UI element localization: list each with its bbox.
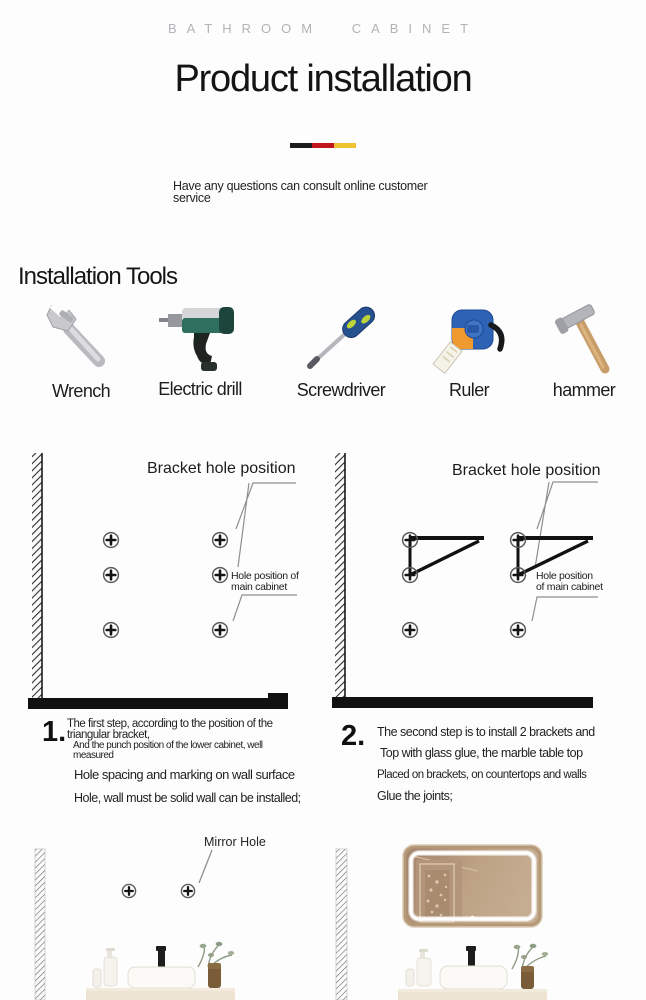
tool-label-hammer: hammer (552, 380, 616, 400)
tool-label-wrench: Wrench (51, 381, 111, 401)
step1-line1: The first step, according to the position of the (67, 718, 273, 730)
bracket-hole-label-right: Bracket hole position (452, 462, 601, 479)
diagram-mirror-mounted (336, 845, 548, 1000)
leader-lines (532, 597, 598, 621)
step2-text (377, 725, 627, 803)
hole-position-label-right-2: of main cabinet (536, 581, 603, 593)
leader-lines (535, 482, 598, 568)
step1-line6: Hole, wall must be solid wall can be installed; (74, 791, 301, 805)
tool-label-electric-drill: Electric drill (158, 379, 242, 399)
bracket-hole-label-left: Bracket hole position (147, 460, 296, 477)
step1-number: 1. (42, 716, 67, 748)
step2-line3: Placed on brackets, on countertops and walls (377, 769, 587, 781)
diagram-bracket-install (332, 453, 603, 708)
step1-line5: Hole spacing and marking on wall surface (74, 767, 295, 782)
tool-label-screwdriver: Screwdriver (296, 380, 386, 400)
electric-drill-icon (156, 298, 246, 378)
triangle-bracket (410, 538, 484, 575)
hole-position-diagrams (0, 440, 646, 720)
vanity-illustration-right (398, 944, 548, 1000)
ruler-icon (425, 298, 515, 378)
tools-heading: Installation Tools (18, 263, 177, 290)
tricolor-divider (290, 143, 356, 148)
mirror-touch-button (470, 916, 474, 920)
leader-lines (236, 483, 296, 567)
leader-lines (233, 595, 297, 621)
hole-position-label-left-2: main cabinet (231, 581, 287, 593)
hole-position-label-left: Hole position of (231, 570, 299, 582)
divider-yellow-segment (334, 143, 356, 148)
led-mirror (403, 845, 542, 927)
step1-text (67, 719, 327, 805)
customer-service-note: Have any questions can consult online customer service (173, 179, 428, 205)
step1-line4: measured (73, 749, 114, 761)
diagram-wall-drilling (28, 453, 299, 709)
hole-position-label-right: Hole position (536, 570, 593, 582)
hammer-icon (540, 298, 630, 378)
step1-line2: triangular bracket, (67, 729, 150, 741)
step2-number: 2. (341, 720, 366, 752)
mirror-installation-diagrams (0, 820, 646, 1000)
screwdriver-icon (297, 298, 387, 378)
mirror-hole-label: Mirror Hole (204, 835, 266, 849)
brand-eyebrow: BATHROOM CABINET (167, 21, 479, 36)
divider-black-segment (290, 143, 312, 148)
vanity-illustration-left (86, 942, 235, 1000)
step2-line1: The second step is to install 2 brackets and (377, 725, 595, 739)
tool-label-ruler: Ruler (448, 380, 489, 400)
wrench-icon (37, 298, 127, 378)
leader-line (199, 850, 212, 883)
step1-line3: And the punch position of the lower cabinet, well (73, 740, 263, 751)
divider-red-segment (312, 143, 334, 148)
diagram-mirror-holes (35, 835, 266, 1000)
step2-line4: Glue the joints; (377, 789, 453, 803)
page-title: Product installation (174, 58, 472, 100)
step2-line2: Top with glass glue, the marble table top (380, 746, 583, 760)
